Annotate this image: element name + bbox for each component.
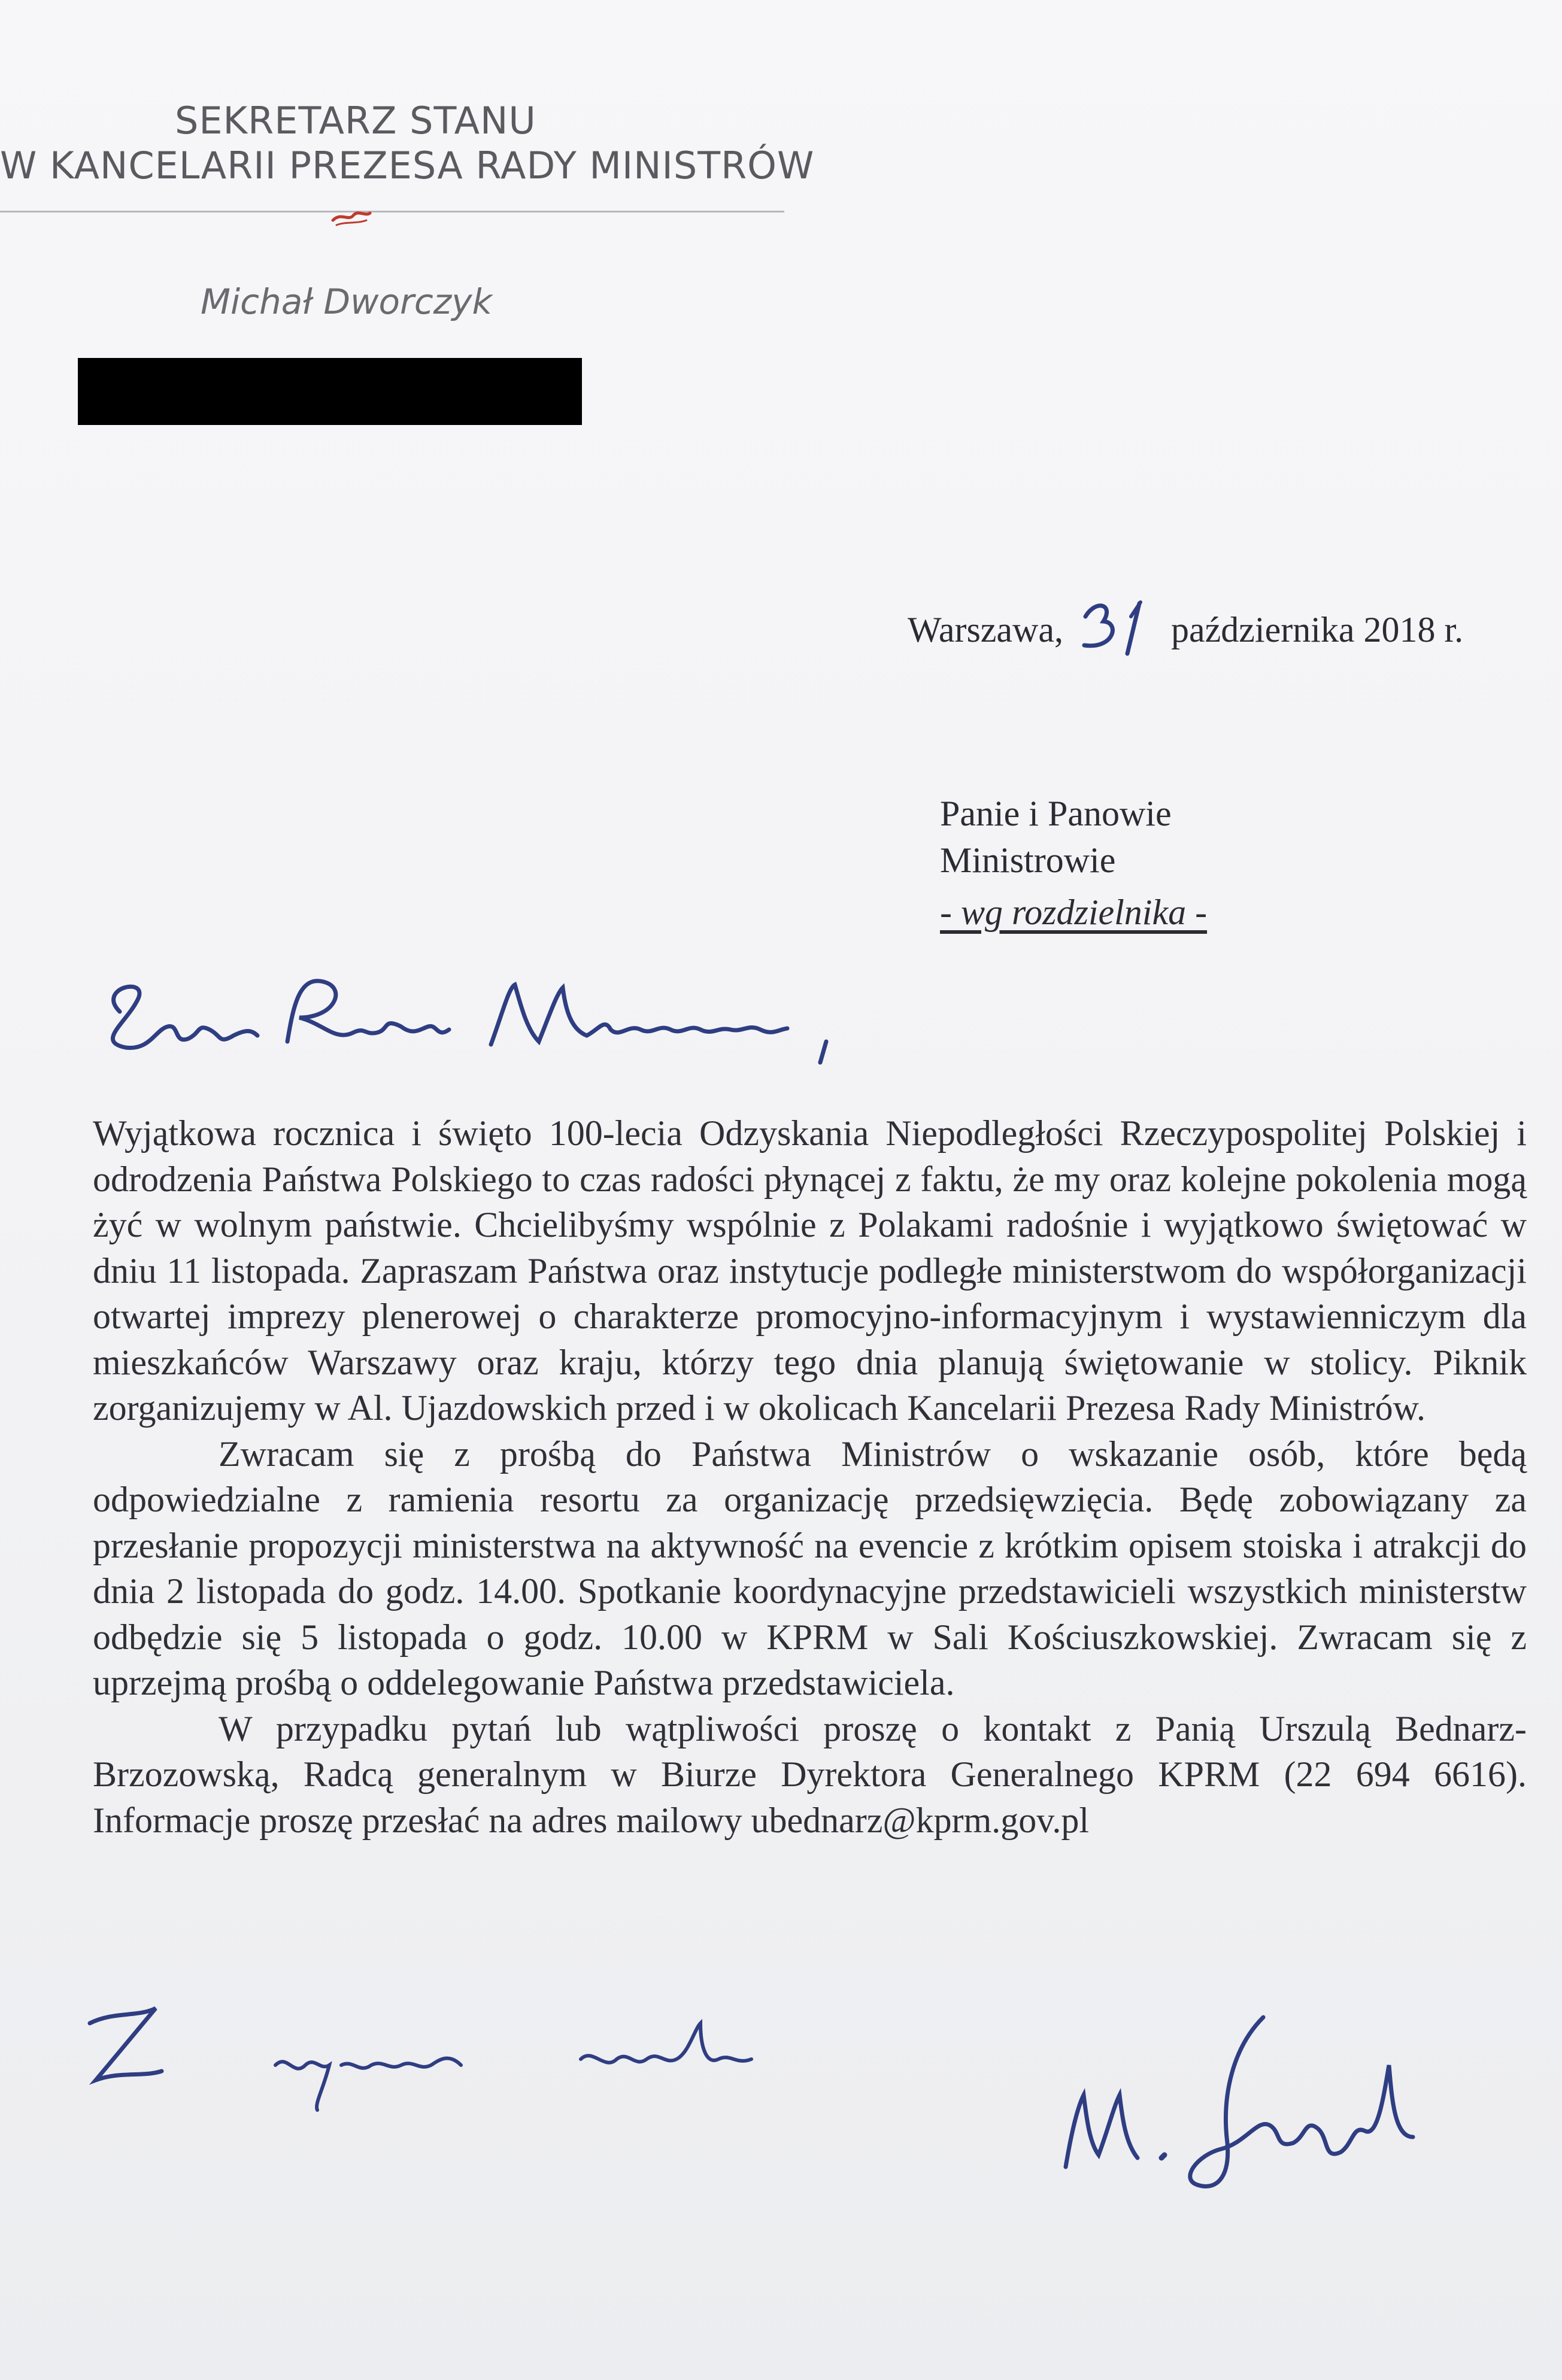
date-month-year: października 2018 r. [1171,610,1464,649]
handwritten-greeting [84,940,862,1089]
body-paragraph-3: W przypadku pytań lub wątpliwości proszę o kontakt z Panią Urszulą Bednarz-Brzozowską, Radcą generalnym w Biurze Dyrektora Generalnego KPRM (22 694 6616). Informacje proszę przesłać na adres mailowy ubednarz@kprm.gov.pl [93,1708,1527,1840]
recipient-distribution: - wg rozdzielnika - [940,892,1208,932]
recipient-line-1: Panie i Panowie [940,794,1172,833]
body-paragraph-1: Wyjątkowa rocznica i święto 100-lecia Odzyskania Niepodległości Rzeczypospolitej Polskiej i odrodzenia Państwa Polskiego to czas radości płynącej z faktu, że my oraz kolejne pokolenia mogą żyć w wolnym państwie. Chcielibyśmy wspólnie z Polakami radośnie i wyjątkowo świętować w dniu 11 listopada. Zapraszam Państwa oraz instytucje podległe ministerstwom do współorganizacji otwartej imprezy plenerowej o charakterze promocyjno-informacyjnym i wystawienniczym dla mieszkańców Warszawy oraz kraju, którzy tego dnia planują świętowanie w stolicy. Piknik zorganizujemy w Al. Ujazdowskich przed i w okolicach Kancelarii Prezesa Rady Ministrów. [93,1113,1527,1428]
eagle-emblem-icon [330,204,372,231]
office-subtitle: W KANCELARII PREZESA RADY MINISTRÓW [0,144,815,187]
sender-name: Michał Dworczyk [201,281,493,322]
handwritten-closing [42,1975,820,2119]
header-divider [0,211,784,212]
handwritten-day [1072,593,1162,658]
date-line [908,593,1463,658]
body-paragraph-2: Zwracam się z prośbą do Państwa Ministrów o wskazanie osób, które będą odpowiedzialne z ramienia resortu za organizację przedsięwzięcia. Będę zobowiązany za przesłanie propozycji ministerstwa na aktywność na evencie z krótkim opisem stoiska i atrakcji do dnia 2 listopada do godz. 14.00. Spotkanie koordynacyjne przedstawicieli wszystkich ministerstw odbędzie się 5 listopada o godz. 10.00 w KPRM w Sali Kościuszkowskiej. Zwracam się z uprzejmą prośbą o oddelegowanie Państwa przedstawiciela. [93,1434,1527,1702]
handwritten-signature [1042,1999,1437,2197]
office-title: SEKRETARZ STANU [175,99,536,142]
date-place: Warszawa, [908,610,1064,649]
recipient-line-2: Ministrowie [940,840,1116,880]
letter-body [93,1110,1527,1843]
redaction-bar [78,358,582,425]
